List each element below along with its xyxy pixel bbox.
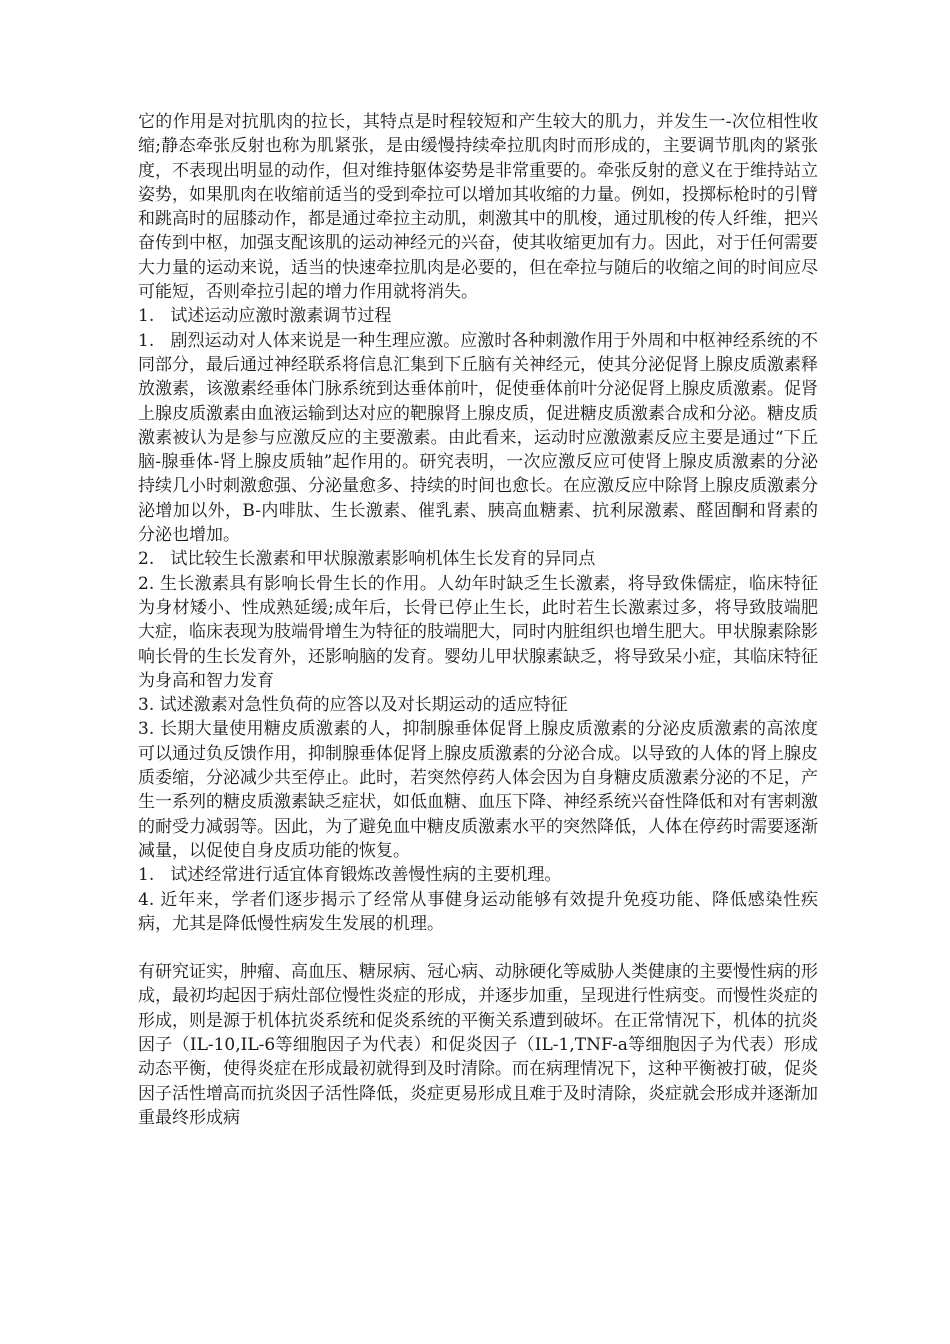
paragraph-stretch-reflex: 它的作用是对抗肌肉的拉长，其特点是时程较短和产生较大的肌力，并发生一-次位相性收缩;静态牵张反射也称为肌紧张，是由缓慢持续牵拉肌肉时而形成的，主要调节肌肉的紧张度，不表现出明显的动作，但对维持躯体姿势是非常重要的。牵张反射的意义在于维持站立姿势，如果肌肉在收缩前适当的受到牵拉可以增加其收缩的力量。例如，投掷标枪时的引臂和跳高时的屈膝动作，都是通过牵拉主动肌，刺激其中的肌梭，通过肌梭的传人纤维，把兴奋传到中枢，加强支配该肌的运动神经元的兴奋，使其收缩更加有力。因此，对于任何需要大力量的运动来说，适当的快速牵拉肌肉是必要的，但在牵拉与随后的收缩之间的时间应尽可能短，否则牵拉引起的增力作用就将消失。 [138, 112, 818, 303]
answer-4-chronic-disease: 4. 近年来，学者们逐步揭示了经常从事健身运动能够有效提升免疫功能、降低感染性疾病，尤其是降低慢性病发生发展的机理。 [138, 889, 818, 934]
answer-1-stress-hormones: 1. 剧烈运动对人体来说是一种生理应激。应激时各种刺激作用于外周和中枢神经系统的不同部分，最后通过神经联系将信息汇集到下丘脑有关神经元，使其分泌促肾上腺皮质激素释放激素，该激素经垂体门脉系统到达垂体前叶，促使垂体前叶分泌促肾上腺皮质激素。促肾上腺皮质激素由血液运输到达对应的靶腺肾上腺皮质，促进糖皮质激素合成和分泌。糖皮质激素被认为是参与应激反应的主要激素。由此看来，运动时应激激素反应主要是通过“下丘脑-腺垂体-肾上腺皮质轴”起作用的。研究表明，一次应激反应可使肾上腺皮质激素的分泌持续几小时刺激愈强、分泌量愈多、持续的时间也愈长。在应激反应中除肾上腺皮质激素分泌增加以外，B-内啡肽、生长激素、催乳素、胰高血糖素、抗利尿激素、醛固酮和肾素的分泌也增加。 [138, 330, 818, 546]
answer-3-acute-load: 3. 长期大量使用糖皮质激素的人，抑制腺垂体促肾上腺皮质激素的分泌皮质激素的高浓度可以通过负反馈作用，抑制腺垂体促肾上腺皮质激素的分泌合成。以导致的人体的肾上腺皮质委缩，分泌减少共至停止。此时，若突然停药人体会因为自身糖皮质激素分泌的不足，产生一系列的糖皮质激素缺乏症状，如低血糖、血压下降、神经系统兴奋性降低和对有害刺激的耐受力减弱等。因此，为了避免血中糖皮质激素水平的突然降低，人体在停药时需要逐渐减量，以促使自身皮质功能的恢复。 [138, 719, 818, 861]
question-2-growth-thyroid: 2. 试比较生长激素和甲状腺激素影响机体生长发育的异同点 [138, 549, 596, 570]
paragraph-spacer [138, 936, 818, 960]
question-4-chronic-disease: 1. 试述经常进行适宜体育锻炼改善慢性病的主要机理。 [138, 865, 562, 886]
document-page [138, 110, 818, 1130]
question-3-acute-load: 3. 试述激素对急性负荷的应答以及对长期运动的适应特征 [138, 695, 568, 716]
paragraph-chronic-inflammation: 有研究证实，肿瘤、高血压、糖尿病、冠心病、动脉硬化等威胁人类健康的主要慢性病的形成，最初均起因于病灶部位慢性炎症的形成，并逐步加重，呈现进行性病变。而慢性炎症的形成，则是源于机体抗炎系统和促炎系统的平衡关系遭到破坏。在正常情况下，机体的抗炎因子（IL-10,IL-6等细胞因子为代表）和促炎因子（IL-1,TNF-a等细胞因子为代表）形成动态平衡，使得炎症在形成最初就得到及时清除。而在病理情况下，这种平衡被打破，促炎因子活性增高而抗炎因子活性降低，炎症更易形成且难于及时清除，炎症就会形成并逐渐加重最终形成病 [138, 962, 818, 1128]
answer-2-growth-thyroid: 2. 生长激素具有影响长骨生长的作用。人幼年时缺乏生长激素，将导致侏儒症，临床特征为身材矮小、性成熟延缓;成年后，长骨已停止生长，此时若生长激素过多，将导致肢端肥大症，临床表现为肢端骨增生为特征的肢端肥大，同时内脏组织也增生肥大。甲状腺素除影响长骨的生长发育外，还影响脑的发育。婴幼儿甲状腺素缺乏，将导致呆小症，其临床特征为身高和智力发育 [138, 573, 818, 691]
question-1-stress-hormones: 1. 试述运动应激时激素调节过程 [138, 306, 392, 327]
